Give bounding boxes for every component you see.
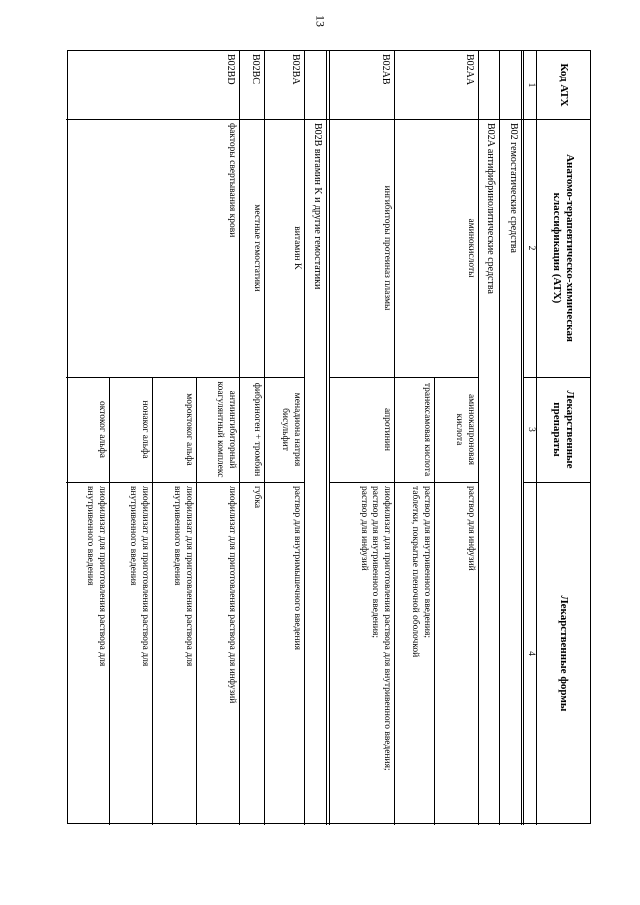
code-b02bd: B02BD [225,54,236,85]
column-number-2: 2 [526,245,537,251]
rule [434,377,435,825]
rule [152,377,153,825]
rule [524,482,590,483]
form-anti-inhibitor-complex: лиофилизат для приготовления раствора для инфузий [227,486,237,704]
section-b02: B02 гемостатические средства [508,123,519,253]
rule [66,119,590,120]
form-aminocaproic-acid: раствор для инфузий [466,486,476,571]
rule [66,482,305,483]
column-number-3: 3 [526,427,537,432]
class-b02aa: аминокислоты [466,218,476,278]
page-number: 13 [313,15,328,27]
rule [196,377,197,825]
atc-table [67,50,591,824]
rule [499,51,500,825]
form-moroctocog-alfa: лиофилизат для приготовления раствора для внутривенного введения [172,486,194,667]
rule [304,51,305,825]
rule [523,51,524,825]
form-tranexamic-acid: раствор для внутривенного введения; таблетки, покрытые пленочной оболочкой [410,486,432,658]
section-b02b: B02B витамин K и другие гемостатики [312,123,323,290]
rule [264,51,265,825]
drug-fibrinogen-thrombin: фибриноген + тромбин [252,382,262,477]
rule [330,482,479,483]
rule [109,377,110,825]
class-b02bd: факторы свертывания крови [227,123,237,238]
rule [394,51,395,825]
rule [330,377,479,378]
form-aprotinin: лиофилизат для приготовления раствора для внутривенного введения; раствор для внутривенного введения; раствор для инфузий [359,486,392,771]
code-b02aa: B02AA [464,54,475,86]
rule [536,51,537,825]
class-b02bc: местные гемостатики [252,204,262,292]
column-number-4: 4 [526,651,537,656]
rule [329,51,330,825]
drug-tranexamic-acid: транексамовая кислота [422,382,432,477]
drug-aminocaproic-acid: аминокапроновая кислота [454,393,476,466]
rule [524,377,590,378]
rule [326,51,327,825]
rule [66,377,305,378]
drug-aprotinin: апротинин [382,407,392,452]
header-dosage-forms: Лекарственные формы [558,595,570,712]
code-b02bc: B02BC [250,54,261,85]
drug-nonacog-alfa: нонаког альфа [140,400,150,459]
header-atc-classification: Анатомо-терапевтическо-химическая классификация (АТХ) [551,154,577,342]
column-number-1: 1 [526,82,537,88]
drug-moroctocog-alfa: мороктоког альфа [184,393,194,466]
code-b02ab: B02AB [380,54,391,85]
drug-octocog-alfa: октоког альфа [97,401,107,458]
header-drugs: Лекарственные препараты [551,390,577,469]
drug-menadione: менадиона натрия бисульфит [280,392,302,467]
rule [239,51,240,825]
form-octocog-alfa: лиофилизат для приготовления раствора для внутривенного введения [85,486,107,667]
form-fibrinogen-thrombin: губка [252,486,262,509]
rule [478,51,479,825]
form-nonacog-alfa: лиофилизат для приготовления раствора для внутривенного введения [128,486,150,667]
class-b02ab: ингибиторы протеиназ плазмы [382,185,392,311]
class-b02ba: витамин K [292,226,302,270]
header-code-atc: Код АТХ [558,63,570,107]
form-menadione: раствор для внутримышечного введения [292,486,302,651]
section-b02a: B02A антифибринолитические средства [485,123,496,294]
code-b02ba: B02BA [290,54,301,85]
drug-anti-inhibitor-complex: антиингибиторный коагулянтный комплекс [215,381,237,478]
rule [521,51,522,825]
